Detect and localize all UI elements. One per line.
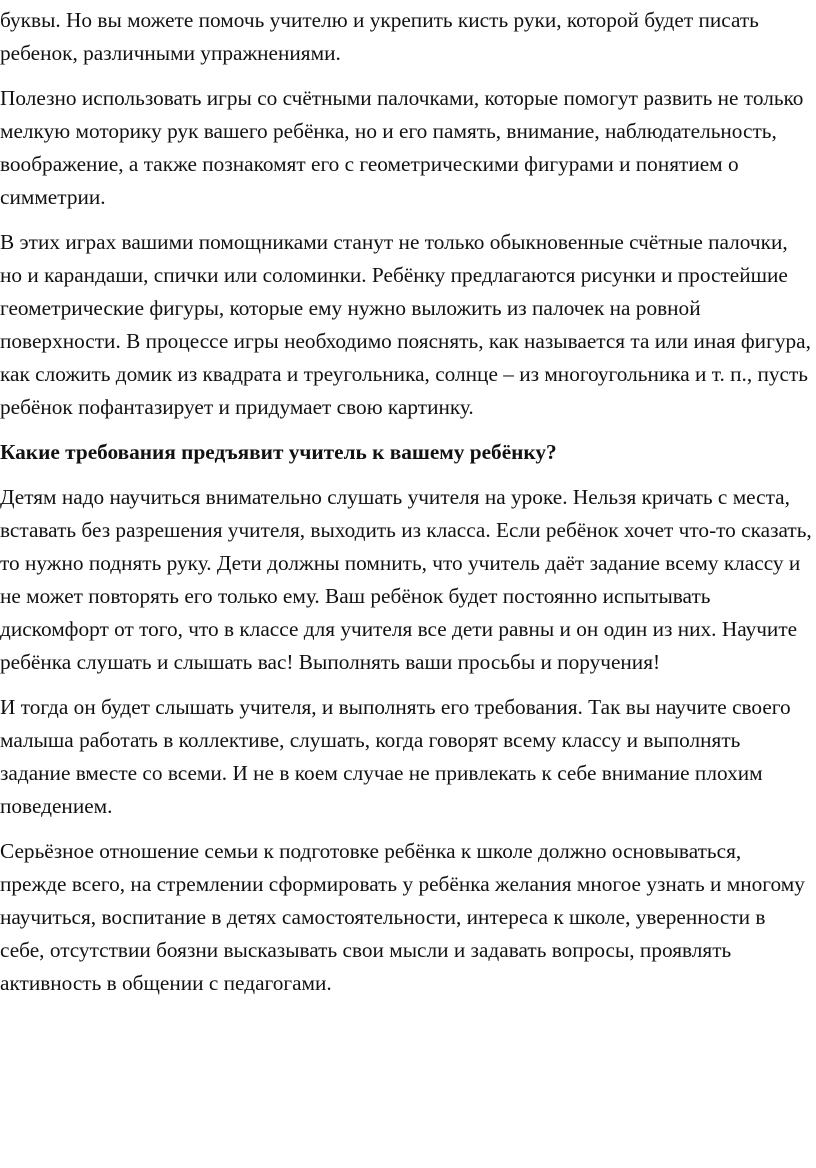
paragraph-family-attitude: Серьёзное отношение семьи к подготовке ребёнка к школе должно основываться, прежде всего, на стремлении сформировать у ребёнка желания многое узнать и многому научиться, воспитание в детях самостоятельности, интереса к школе, уверенности в себе, отсутствии боязни высказывать свои мысли и задавать вопросы, проявлять активность в общении с педагогами. xyxy=(0,839,805,995)
paragraph-exercises: буквы. Но вы можете помочь учителю и укрепить кисть руки, которой будет писать ребенок, различными упражнениями. xyxy=(0,8,759,65)
paragraph-teacher-requirements: Детям надо научиться внимательно слушать учителя на уроке. Нельзя кричать с места, вставать без разрешения учителя, выходить из класса. Если ребёнок хочет что-то сказать, то нужно поднять руку. Дети должны помнить, что учитель даёт задание всему классу и не может повторять его только ему. Ваш ребёнок будет постоянно испытывать дискомфорт от того, что в классе для учителя все дети равны и он один из них. Научите ребёнка слушать и слышать вас! Выполнять ваши просьбы и поручения! xyxy=(0,485,812,674)
paragraph-listen-teacher: И тогда он будет слышать учителя, и выполнять его требования. Так вы научите своего малыша работать в коллективе, слушать, когда говорят всему классу и выполнять задание вместе со всеми. И не в коем случае не привлекать к себе внимание плохим поведением. xyxy=(0,695,791,818)
paragraph-counting-sticks: Полезно использовать игры со счётными палочками, которые помогут развить не только мелкую моторику рук вашего ребёнка, но и его память, внимание, наблюдательность, воображение, а также познакомят его с геометрическими фигурами и понятием о симметрии. xyxy=(0,86,804,209)
paragraph-games: В этих играх вашими помощниками станут не только обыкновенные счётные палочки, но и карандаши, спички или соломинки. Ребёнку предлагаются рисунки и простейшие геометрические фигуры, которые ему нужно выложить из палочек на ровной поверхности. В процессе игры необходимо пояснять, как называется та или иная фигура, как сложить домик из квадрата и треугольника, солнце – из многоугольника и т. п., пусть ребёнок пофантазирует и придумает свою картинку. xyxy=(0,230,811,419)
section-heading: Какие требования предъявит учитель к вашему ребёнку? xyxy=(0,440,557,464)
